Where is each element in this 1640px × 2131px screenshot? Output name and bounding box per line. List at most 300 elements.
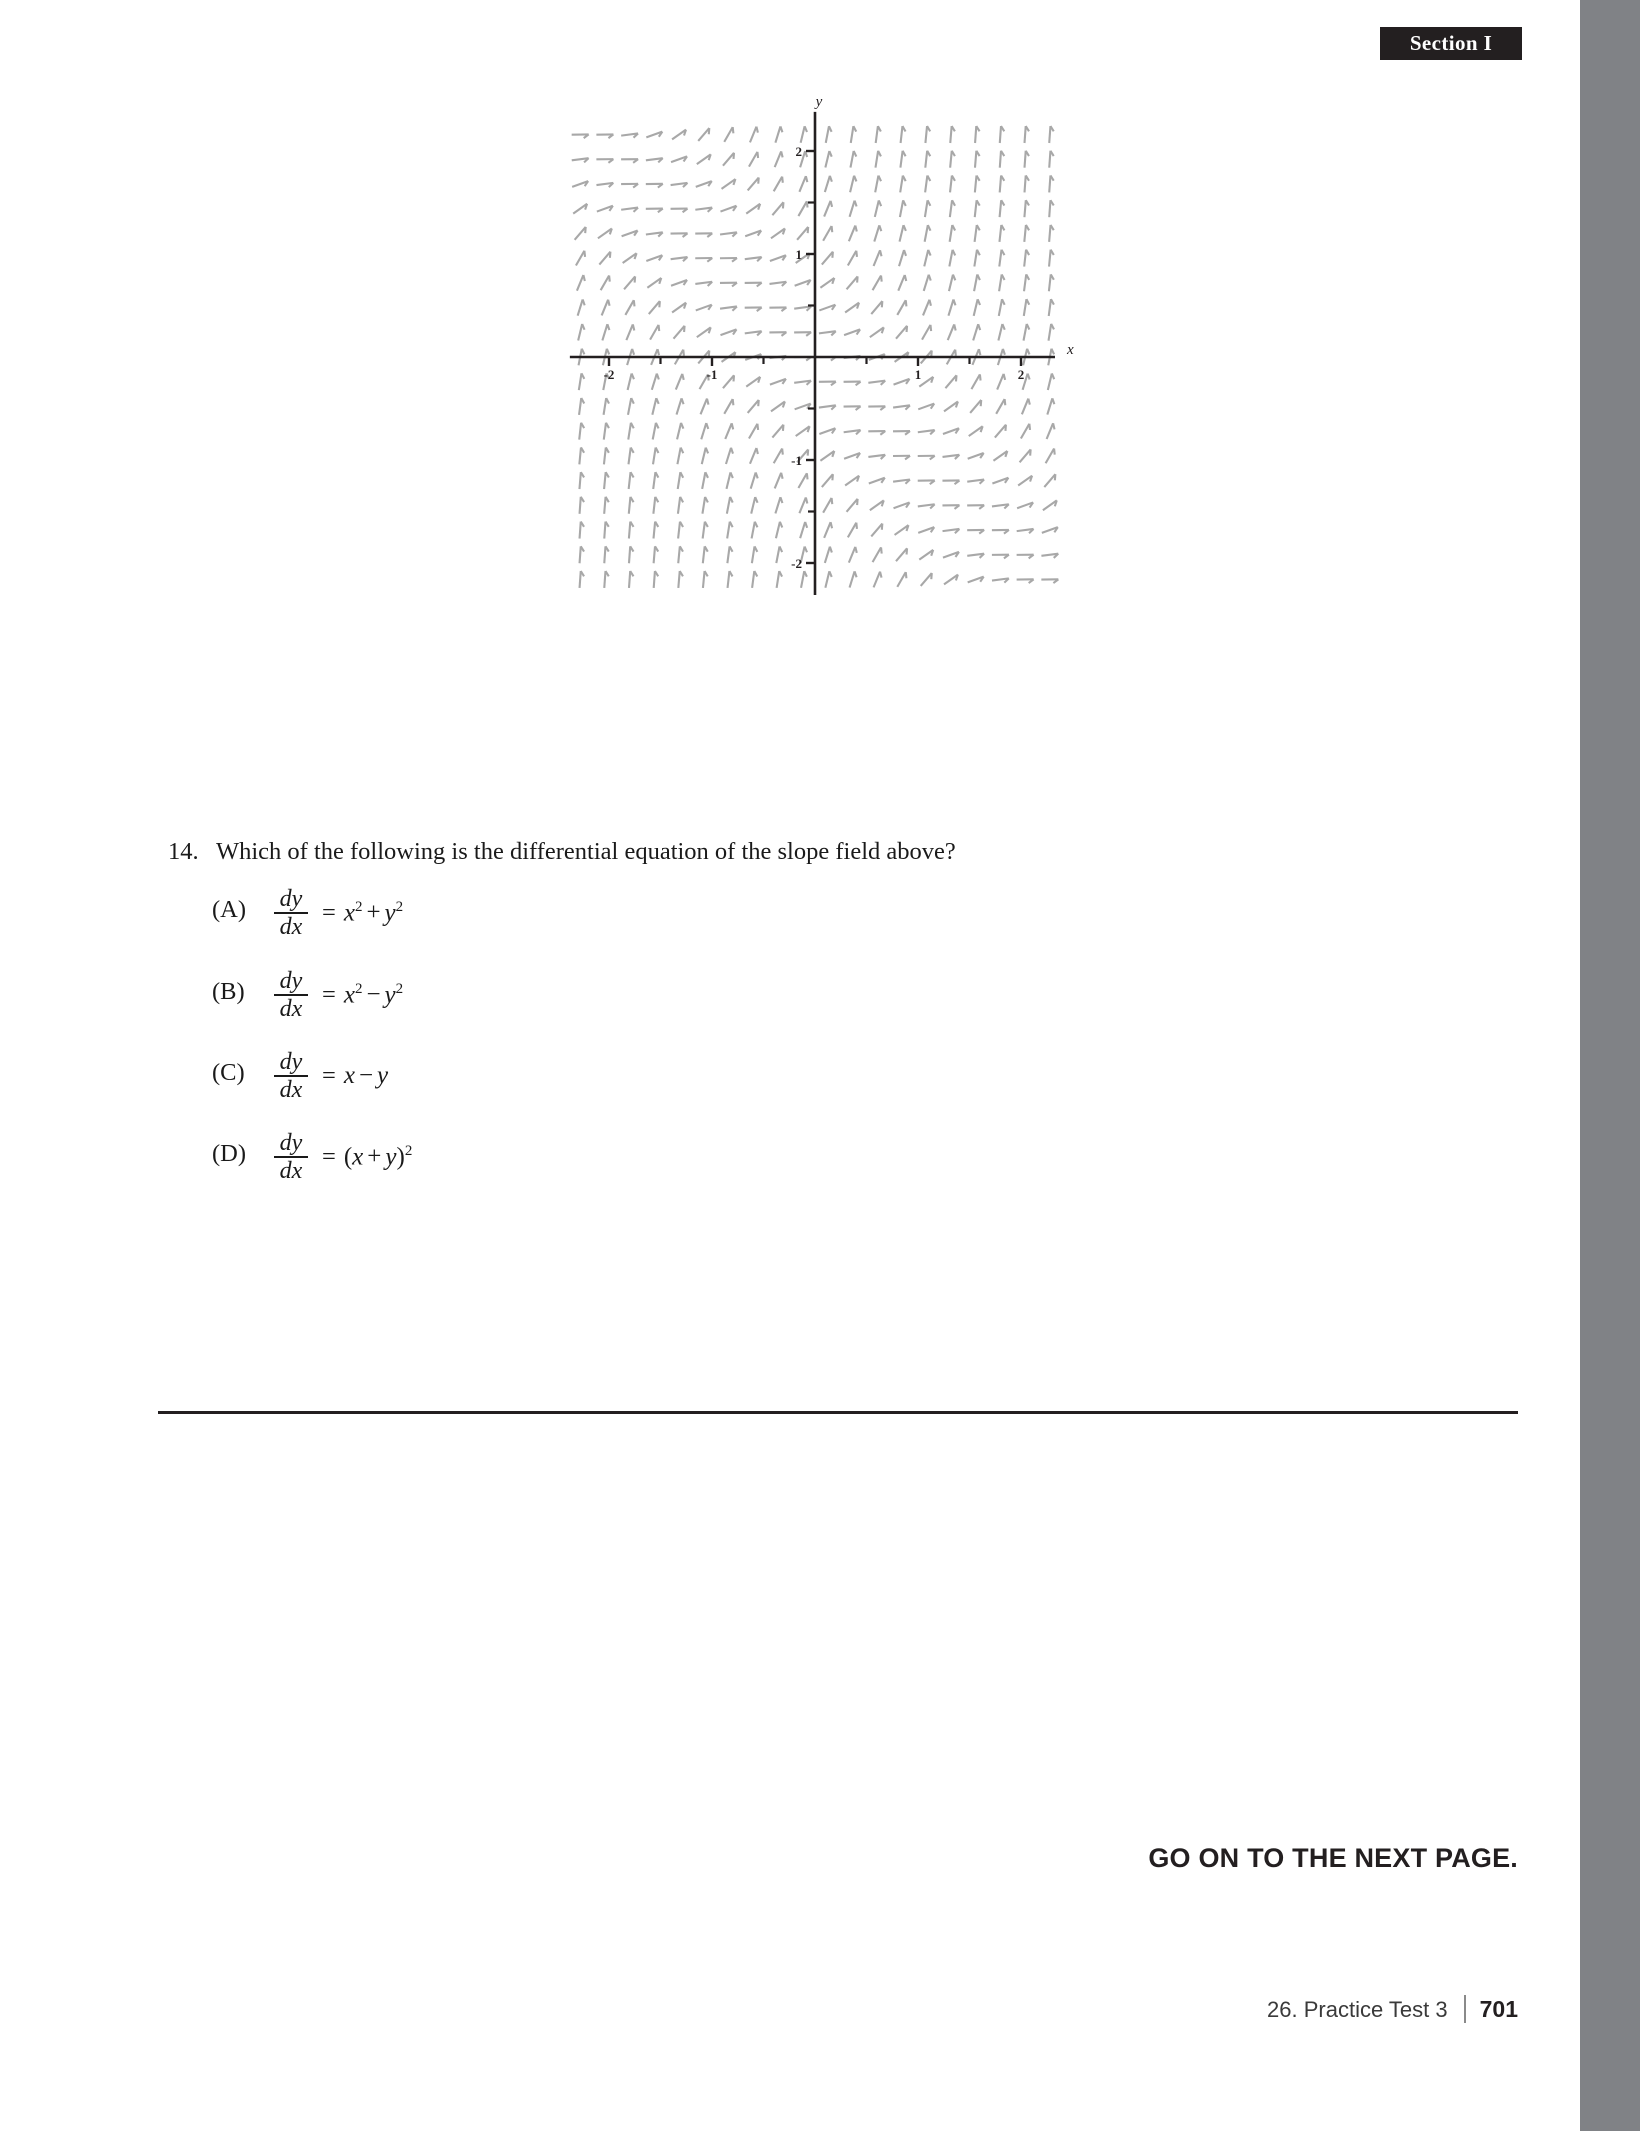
slope-arrow-head xyxy=(756,472,758,478)
y-tick-label: -2 xyxy=(791,556,802,571)
slope-arrow xyxy=(797,227,808,240)
slope-arrow-head xyxy=(632,373,634,379)
math-token: 2 xyxy=(354,980,363,997)
slope-arrow-head xyxy=(657,374,659,380)
slope-arrow-head xyxy=(656,398,658,404)
slope-arrow xyxy=(628,398,631,415)
slope-arrow xyxy=(628,373,632,390)
slope-arrow xyxy=(777,571,780,588)
slope-arrow xyxy=(1044,474,1055,487)
slope-field-svg xyxy=(500,95,1160,595)
slope-arrow xyxy=(576,251,584,266)
slope-arrow-head xyxy=(758,400,759,406)
slope-arrow-head xyxy=(857,499,858,505)
slope-arrow-head xyxy=(954,324,955,330)
slope-arrow-head xyxy=(981,400,982,406)
slope-arrow xyxy=(751,497,755,514)
slope-arrow xyxy=(677,448,680,465)
slope-arrow xyxy=(604,472,606,489)
slope-arrow-head xyxy=(906,572,907,578)
slope-arrow xyxy=(604,423,606,440)
slope-arrow xyxy=(772,202,783,215)
slope-arrow xyxy=(677,423,681,440)
slope-arrow-head xyxy=(1026,299,1029,305)
slope-arrow xyxy=(626,324,632,340)
slope-arrow xyxy=(726,472,730,489)
slope-arrow-head xyxy=(805,547,807,553)
slope-arrow-head xyxy=(755,522,758,528)
fraction-denominator-c: dx xyxy=(279,1076,303,1103)
slope-arrow xyxy=(825,571,829,588)
math-token: − xyxy=(366,981,381,1009)
slope-arrow-head xyxy=(683,350,684,356)
slope-arrow xyxy=(851,126,854,143)
slope-arrow xyxy=(653,472,655,489)
slope-arrow xyxy=(579,398,581,415)
slope-arrow xyxy=(775,151,781,167)
slope-arrow-head xyxy=(806,176,807,182)
slope-arrow xyxy=(775,473,781,489)
slope-arrow xyxy=(629,472,631,489)
slope-arrow xyxy=(999,225,1001,242)
slope-arrow-head xyxy=(780,497,782,503)
slope-arrow-head xyxy=(1030,449,1031,455)
equals-sign-b: = xyxy=(322,981,336,1008)
choice-rhs-b xyxy=(344,981,403,1009)
horizontal-divider-rule xyxy=(158,1411,1518,1414)
slope-arrow xyxy=(950,176,952,193)
slope-arrow xyxy=(822,474,833,487)
slope-arrow xyxy=(999,274,1002,291)
slope-arrow xyxy=(873,275,881,290)
slope-arrow xyxy=(723,375,734,388)
slope-arrow-head xyxy=(659,325,660,331)
slope-arrow xyxy=(1049,324,1052,341)
slope-arrow-head xyxy=(854,176,856,182)
slope-arrow xyxy=(1000,151,1001,168)
math-token: x xyxy=(352,1143,364,1171)
slope-arrow-head xyxy=(879,200,881,206)
slope-arrow-head xyxy=(635,276,636,282)
slope-arrow-head xyxy=(832,252,833,258)
slope-arrow xyxy=(925,151,927,168)
slope-arrow-head xyxy=(953,275,955,281)
slope-arrow-head xyxy=(758,178,759,184)
choice-rhs-a xyxy=(344,899,403,927)
slope-arrow-head xyxy=(1002,274,1005,280)
slope-arrow xyxy=(678,571,679,588)
slope-arrow xyxy=(1048,373,1052,390)
slope-arrow xyxy=(1025,151,1026,168)
slope-arrow-head xyxy=(1052,373,1054,379)
slope-arrow-head xyxy=(1005,425,1006,431)
slope-field-axes xyxy=(570,112,1055,595)
page-edge-bar xyxy=(1580,0,1640,2131)
slope-arrow xyxy=(602,324,607,340)
slope-arrow xyxy=(874,225,879,241)
slope-arrow xyxy=(580,522,581,539)
slope-arrow-head xyxy=(1004,374,1005,380)
slope-arrow-head xyxy=(952,225,955,231)
slope-arrow-head xyxy=(882,301,883,307)
slope-arrow xyxy=(798,473,806,488)
slope-arrow xyxy=(1024,225,1026,242)
slope-arrow xyxy=(1024,200,1025,217)
slope-arrow xyxy=(1020,449,1031,462)
slope-arrow xyxy=(975,151,976,168)
slope-arrow xyxy=(703,571,705,588)
choice-letter-c: (C) xyxy=(212,1059,245,1086)
slope-arrow xyxy=(604,497,605,514)
slope-arrow-head xyxy=(607,349,609,355)
slope-arrow-head xyxy=(854,151,857,157)
slope-arrow xyxy=(900,225,904,242)
slope-arrow xyxy=(604,398,607,415)
slope-arrow-head xyxy=(880,250,881,256)
slope-arrow-head xyxy=(1005,399,1006,405)
slope-arrow-head xyxy=(730,522,733,528)
slope-arrow xyxy=(1049,274,1051,291)
fraction-numerator-c: dy xyxy=(279,1049,303,1076)
slope-arrow xyxy=(924,275,929,291)
slope-arrow-head xyxy=(829,126,832,132)
slope-arrow-head xyxy=(608,300,609,306)
slope-arrow xyxy=(847,276,858,289)
slope-arrow-head xyxy=(880,572,881,578)
slope-arrow xyxy=(800,522,805,538)
slope-arrow-head xyxy=(832,226,833,232)
slope-arrow xyxy=(599,252,610,265)
slope-arrow xyxy=(1046,449,1054,464)
slope-arrow xyxy=(975,200,977,217)
math-token: 2 xyxy=(404,1142,413,1159)
slope-arrow xyxy=(922,325,930,340)
slope-arrow xyxy=(749,424,757,439)
slope-arrow xyxy=(654,546,655,563)
slope-arrow-head xyxy=(903,200,906,206)
slope-arrow xyxy=(875,176,878,193)
slope-arrow xyxy=(776,522,780,539)
slope-arrow-head xyxy=(632,349,634,355)
question-text: Which of the following is the differential equation of the slope field above? xyxy=(216,838,956,865)
slope-arrow-head xyxy=(1027,324,1030,330)
slope-arrow xyxy=(653,497,655,514)
equals-sign-d: = xyxy=(322,1143,336,1170)
slope-arrow xyxy=(1025,175,1026,192)
slope-arrow xyxy=(822,252,833,265)
math-token: 2 xyxy=(354,898,363,915)
slope-arrow-head xyxy=(977,250,980,256)
slope-arrow-head xyxy=(780,522,782,528)
math-token: x xyxy=(343,981,355,1009)
slope-arrow-head xyxy=(706,423,708,429)
slope-arrow-head xyxy=(980,374,981,380)
slope-arrow-head xyxy=(1055,474,1056,480)
slope-arrow xyxy=(702,472,705,489)
slope-arrow-head xyxy=(734,375,735,381)
slope-arrow xyxy=(949,250,952,267)
slope-arrow-head xyxy=(757,424,758,430)
slope-arrow-head xyxy=(781,473,782,479)
slope-arrow xyxy=(998,324,1002,341)
slope-arrow-head xyxy=(610,252,611,258)
slope-arrow-head xyxy=(953,250,956,256)
slope-arrow xyxy=(1049,200,1050,217)
slope-arrow xyxy=(629,571,630,588)
slope-arrow xyxy=(750,127,756,143)
math-token: + xyxy=(366,899,381,927)
math-token: y xyxy=(377,1062,389,1089)
slope-arrow-head xyxy=(780,546,783,552)
footer-page-number: 701 xyxy=(1479,1996,1518,2022)
slope-arrow xyxy=(1021,424,1029,439)
slope-arrow xyxy=(875,200,879,217)
choice-equation-a xyxy=(274,880,403,946)
slope-arrow xyxy=(750,448,756,464)
slope-arrow-head xyxy=(855,201,857,207)
slope-arrow xyxy=(602,300,608,316)
slope-arrow xyxy=(676,374,682,390)
slope-arrow xyxy=(971,374,979,389)
slope-arrow xyxy=(874,250,880,266)
slope-arrow-head xyxy=(853,126,856,132)
slope-arrow-head xyxy=(1028,374,1030,380)
slope-arrow-head xyxy=(755,546,758,552)
slope-arrow xyxy=(849,226,855,242)
slope-arrow xyxy=(604,522,605,539)
derivative-fraction-c xyxy=(274,1050,308,1102)
slope-arrow xyxy=(1049,250,1051,267)
slope-arrow-head xyxy=(928,250,930,256)
slope-arrow xyxy=(925,176,927,193)
slope-arrow xyxy=(925,225,928,242)
slope-arrow-head xyxy=(907,548,908,554)
slope-arrow xyxy=(678,497,680,514)
slope-arrow xyxy=(896,548,907,561)
slope-arrow-head xyxy=(805,126,807,132)
slope-arrow-head xyxy=(881,547,882,553)
slope-arrow xyxy=(921,573,932,586)
slope-arrow-head xyxy=(931,573,932,579)
slope-arrow xyxy=(801,571,804,588)
slope-arrow xyxy=(823,226,831,241)
slope-arrow xyxy=(580,571,581,588)
slope-arrow xyxy=(652,374,657,390)
equals-sign-a: = xyxy=(322,899,336,926)
slope-arrow-head xyxy=(606,398,609,404)
slope-arrow xyxy=(925,126,927,143)
slope-arrow xyxy=(654,522,656,539)
choice-rhs-c xyxy=(344,1062,388,1090)
slope-arrow xyxy=(974,250,977,267)
slope-arrow-head xyxy=(904,250,906,256)
fraction-denominator-a: dx xyxy=(279,913,303,940)
slope-arrow xyxy=(725,423,731,439)
slope-arrow xyxy=(898,275,904,291)
slope-arrow-head xyxy=(928,225,931,231)
math-token: 2 xyxy=(395,980,404,997)
slope-arrow xyxy=(825,547,830,563)
go-on-notice: GO ON TO THE NEXT PAGE. xyxy=(1148,1843,1518,1873)
slope-arrow-head xyxy=(856,251,857,257)
slope-arrow xyxy=(801,126,805,143)
slope-arrow xyxy=(775,126,780,142)
slope-arrow-head xyxy=(705,472,708,478)
x-axis-name-label: x xyxy=(1066,342,1074,358)
slope-arrow xyxy=(579,373,582,390)
slope-arrow-head xyxy=(581,373,584,379)
question-number: 14. xyxy=(168,838,199,865)
slope-arrow xyxy=(728,571,730,588)
slope-arrow-head xyxy=(878,151,881,157)
slope-arrow-head xyxy=(681,423,683,429)
slope-arrow xyxy=(677,398,682,414)
slope-arrow xyxy=(873,547,881,562)
slope-arrow-head xyxy=(583,299,585,305)
slope-arrow xyxy=(674,326,685,339)
slope-arrow-head xyxy=(609,275,610,281)
slope-arrow xyxy=(850,151,853,168)
slope-arrow xyxy=(876,126,878,143)
slope-arrow xyxy=(975,176,977,193)
slope-arrow xyxy=(752,571,754,588)
slope-arrow xyxy=(1000,175,1001,192)
slope-arrow-head xyxy=(881,275,882,281)
slope-arrow xyxy=(896,326,907,339)
slope-arrow xyxy=(776,546,779,563)
x-tick-label: 2 xyxy=(1017,367,1025,382)
slope-arrow xyxy=(748,178,759,191)
slope-arrow xyxy=(723,153,734,166)
slope-arrow xyxy=(825,151,829,168)
slope-arrow xyxy=(579,472,580,489)
slope-arrow xyxy=(724,127,732,142)
slope-arrow-head xyxy=(808,449,809,455)
math-token: ) xyxy=(396,1143,405,1171)
slope-arrow-head xyxy=(682,374,683,380)
slope-arrow-head xyxy=(878,176,881,182)
slope-arrow xyxy=(975,126,976,143)
slope-arrow xyxy=(900,176,903,193)
slope-arrow-head xyxy=(779,571,782,577)
slope-arrow xyxy=(970,400,981,413)
math-token: x xyxy=(343,899,355,927)
slope-arrow xyxy=(900,151,902,168)
slope-arrow-head xyxy=(808,227,809,233)
choice-equation-c xyxy=(274,1043,388,1109)
slope-arrow-head xyxy=(928,200,931,206)
derivative-fraction-d xyxy=(274,1131,308,1183)
slope-arrow xyxy=(702,497,705,514)
slope-arrow xyxy=(577,275,583,291)
slope-arrow xyxy=(748,400,759,413)
slope-arrow xyxy=(995,425,1006,438)
slope-arrow xyxy=(575,227,586,240)
slope-arrow xyxy=(579,423,581,440)
slope-arrow xyxy=(580,497,581,514)
slope-arrow-head xyxy=(680,472,683,478)
slope-arrow-head xyxy=(805,522,807,528)
slope-arrow-head xyxy=(730,497,733,503)
slope-arrow-head xyxy=(830,176,832,182)
slope-arrow-head xyxy=(633,324,634,330)
question-14 xyxy=(168,838,1268,866)
slope-arrow xyxy=(824,522,830,538)
slope-arrow xyxy=(604,447,606,464)
derivative-fraction-a xyxy=(274,887,308,939)
slope-arrow xyxy=(849,547,855,563)
slope-arrow-head xyxy=(804,571,807,577)
slope-arrow xyxy=(1049,175,1050,192)
fraction-numerator-b: dy xyxy=(279,968,303,995)
slope-field-figure xyxy=(500,95,1160,595)
x-tick-label: -2 xyxy=(603,367,615,382)
footer-separator xyxy=(1464,1995,1466,2023)
slope-arrow-head xyxy=(979,349,980,355)
math-token: y xyxy=(384,981,396,1009)
slope-arrow-head xyxy=(978,299,980,305)
slope-arrow-head xyxy=(682,398,684,404)
x-tick-label: 1 xyxy=(914,367,922,382)
choice-letter-a: (A) xyxy=(212,896,247,923)
slope-arrow-head xyxy=(831,201,832,207)
slope-arrow-head xyxy=(1054,449,1055,455)
slope-arrow xyxy=(1000,126,1001,143)
math-token: y xyxy=(384,899,396,927)
slope-arrow-head xyxy=(659,301,660,307)
slope-arrow-head xyxy=(631,398,634,404)
slope-arrow xyxy=(580,546,581,563)
slope-arrow xyxy=(950,151,952,168)
slope-arrow-head xyxy=(930,325,931,331)
slope-arrow xyxy=(973,324,978,340)
slope-arrow xyxy=(727,497,730,514)
slope-arrow xyxy=(924,250,928,267)
slope-arrow-head xyxy=(806,497,807,503)
slope-arrow xyxy=(1049,126,1050,143)
slope-arrow-head xyxy=(733,127,734,133)
slope-arrow-head xyxy=(781,151,782,157)
slope-arrow xyxy=(923,300,929,316)
slope-arrow-head xyxy=(607,324,609,330)
slope-arrow xyxy=(948,324,954,340)
slope-arrow-head xyxy=(929,300,930,306)
slope-arrow xyxy=(974,299,978,316)
slope-arrow xyxy=(900,200,903,217)
slope-arrow-head xyxy=(903,176,906,182)
math-token: x xyxy=(343,1062,355,1089)
slope-arrow-head xyxy=(830,547,832,553)
fraction-denominator-b: dx xyxy=(279,995,303,1022)
slope-arrow xyxy=(774,449,782,464)
slope-arrow-head xyxy=(707,399,708,405)
slope-arrow xyxy=(1000,200,1002,217)
slope-arrow xyxy=(654,571,655,588)
slope-arrow-head xyxy=(681,448,684,454)
equals-sign-c: = xyxy=(322,1062,336,1089)
slope-arrow xyxy=(629,546,630,563)
slope-arrow-head xyxy=(732,423,733,429)
slope-arrow xyxy=(1049,299,1051,316)
math-token: 2 xyxy=(395,898,404,915)
slope-arrow-head xyxy=(955,350,956,356)
slope-arrow-head xyxy=(879,225,881,231)
slope-arrow xyxy=(1024,274,1026,291)
slope-arrow xyxy=(578,324,582,341)
slope-arrow-head xyxy=(631,423,634,429)
slope-arrow-head xyxy=(783,425,784,431)
slope-arrow xyxy=(825,176,830,192)
